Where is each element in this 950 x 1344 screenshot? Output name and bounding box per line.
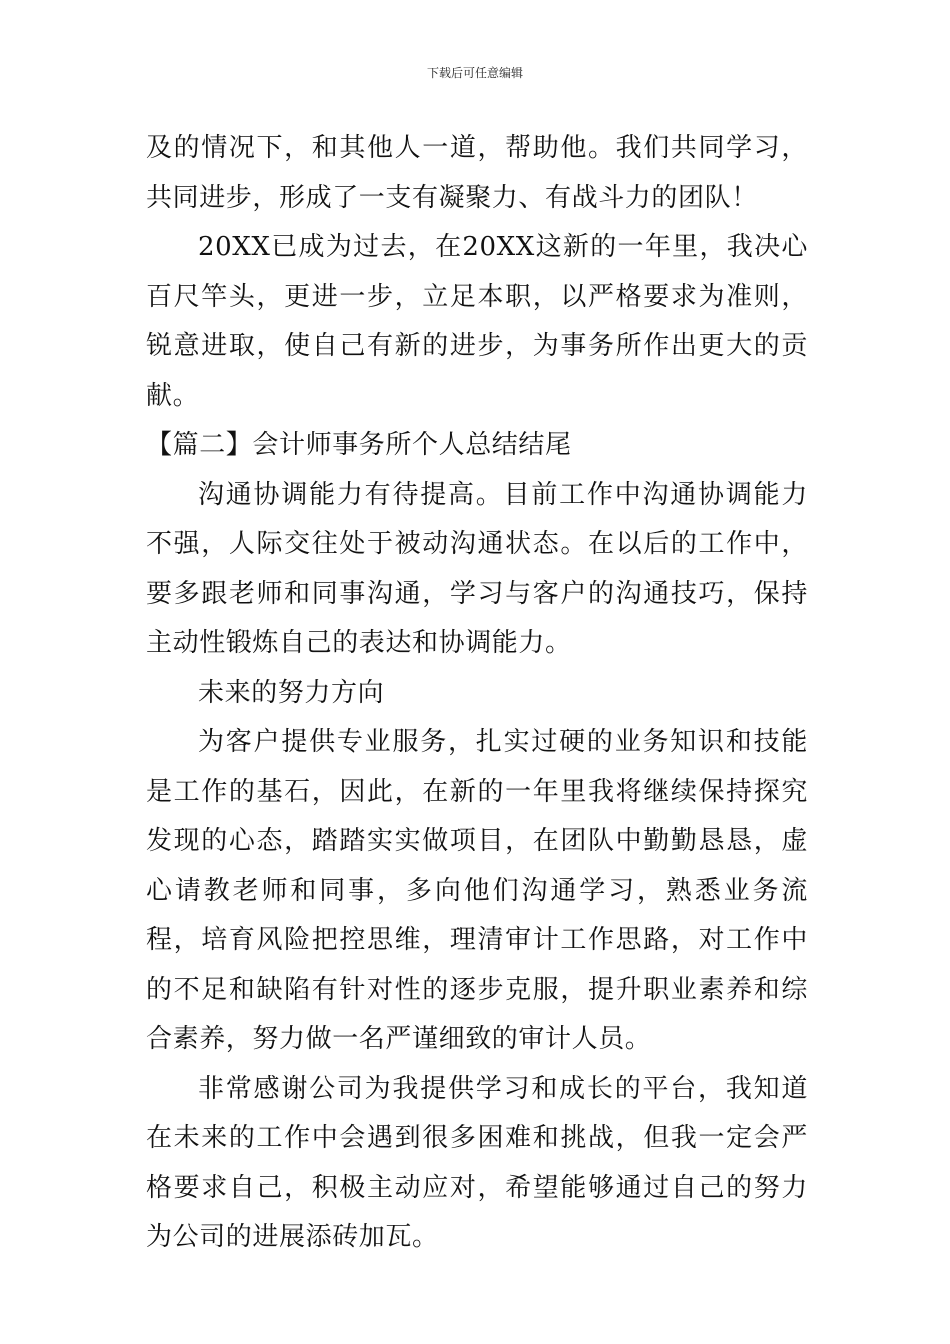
- page-header: 下载后可任意编辑: [426, 66, 523, 80]
- paragraph-continuation: 及的情况下，和其他人一道，帮助他。我们共同学习，共同进步，形成了一支有凝聚力、有战斗力的团队！: [146, 133, 808, 213]
- paragraph-thanks: 非常感谢公司为我提供学习和成长的平台，我知道在未来的工作中会遇到很多困难和挑战，但我一定会严格要求自己，积极主动应对，希望能够通过自己的努力为公司的进展添砖加瓦。: [146, 1073, 808, 1252]
- section-heading: 【篇二】会计师事务所个人总结结尾: [146, 430, 572, 460]
- subheading-future-direction: 未来的努力方向: [198, 677, 385, 708]
- paragraph-future-plan: 为客户提供专业服务，扎实过硬的业务知识和技能是工作的基石，因此，在新的一年里我将继续保持探究发现的心态，踏踏实实做项目，在团队中勤勤恳恳，虚心请教老师和同事，多向他们沟通学习，熟悉业务流程，培育风险把控思维，理清审计工作思路，对工作中的不足和缺陷有针对性的逐步克服，提升职业素养和综合素养，努力做一名严谨细致的审计人员。: [146, 727, 808, 1054]
- paragraph-communication: 沟通协调能力有待提高。目前工作中沟通协调能力不强，人际交往处于被动沟通状态。在以后的工作中，要多跟老师和同事沟通，学习与客户的沟通技巧，保持主动性锻炼自己的表达和协调能力。: [146, 479, 808, 658]
- paragraph-resolution: 20XX已成为过去，在20XX这新的一年里，我决心百尺竿头，更进一步，立足本职，以严格要求为准则，锐意进取，使自己有新的进步，为事务所作出更大的贡献。: [146, 232, 808, 411]
- document-body: [146, 124, 808, 1263]
